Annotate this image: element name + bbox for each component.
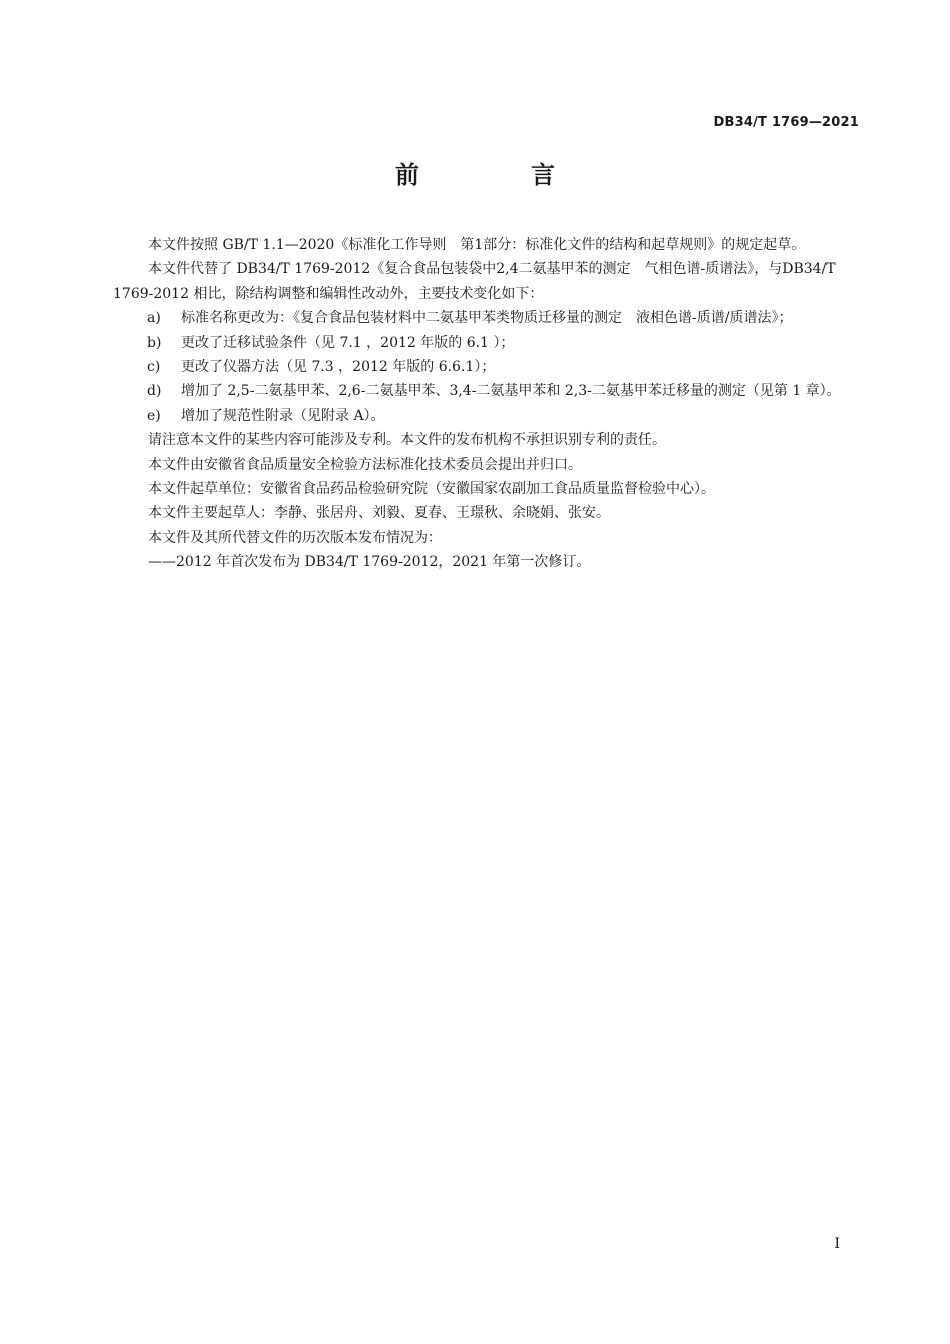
list-item-label: c): [147, 359, 161, 376]
list-item-text: 增加了规范性附录（见附录 A）。: [181, 407, 385, 424]
paragraph-drafting-basis: 本文件按照 GB/T 1.1—2020《标准化工作导则 第1部分：标准化文件的结构和起草规则》的规定起草。: [148, 237, 806, 253]
drafting-unit: 本文件起草单位：安徽省食品药品检验研究院（安徽国家农副加工食品质量监督检验中心）。: [148, 481, 715, 498]
changes-list: [113, 306, 860, 428]
list-item: [113, 355, 860, 379]
list-item: [113, 306, 860, 330]
standard-code: DB34/T 1769—2021: [713, 115, 859, 130]
page-title: 前 言: [395, 161, 599, 189]
patent-notice: 请注意本文件的某些内容可能涉及专利。本文件的发布机构不承担识别专利的责任。: [148, 432, 666, 449]
main-drafters: 本文件主要起草人：李静、张居舟、刘毅、夏春、王璟秋、余晓娟、张安。: [148, 505, 610, 522]
list-item: [113, 404, 860, 428]
list-item-text: 更改了迁移试验条件（见 7.1 ，2012 年版的 6.1 ）；: [181, 334, 515, 351]
list-item-label: a): [147, 310, 161, 327]
list-item-text: 增加了 2,5-二氨基甲苯、2,6-二氨基甲苯、3,4-二氨基甲苯和 2,3-二氨基甲苯迁移量的测定（见第 1 章）。: [181, 383, 841, 400]
proposer-statement: 本文件由安徽省食品质量安全检验方法标准化技术委员会提出并归口。: [148, 456, 582, 473]
version-history-item: ——2012 年首次发布为 DB34/T 1769-2012，2021 年第一次修订。: [148, 554, 591, 571]
list-item: [113, 379, 860, 403]
list-item-label: e): [147, 407, 161, 424]
list-item-label: d): [147, 383, 162, 400]
list-item-text: 标准名称更改为：《复合食品包装材料中二氨基甲苯类物质迁移量的测定 液相色谱-质谱/质谱法》；: [181, 310, 793, 327]
foreword-body: [113, 233, 860, 575]
page-number: I: [834, 1236, 840, 1252]
paragraph-replacement: 本文件代替了 DB34/T 1769-2012《复合食品包装袋中2,4二氨基甲苯的测定 气相色谱-质谱法》，与DB34/T 1769-2012 相比，除结构调整和编辑性改动外，主要技术变化如下：: [113, 261, 836, 302]
list-item-label: b): [147, 334, 162, 351]
version-history-intro: 本文件及其所代替文件的历次版本发布情况为：: [148, 529, 442, 546]
list-item-text: 更改了仪器方法（见 7.3 ，2012 年版的 6.6.1）；: [181, 359, 496, 376]
list-item: [113, 331, 860, 355]
